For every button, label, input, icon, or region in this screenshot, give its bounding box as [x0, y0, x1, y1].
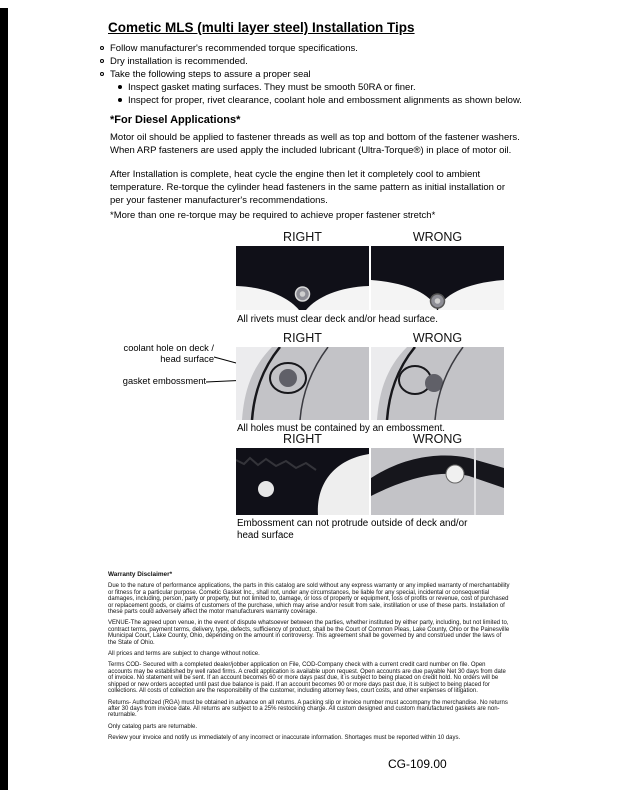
disclaimer-paragraph: Returns- Authorized (RGA) must be obtained in advance on all returns. A packing slip or invoice number must accompany the merchandise. No returns after 30 days from invoice date. All returns are subject to a 25% restocking charge. All custom designed and custom manufactured gaskets are non-returnable.	[108, 699, 508, 719]
disclaimer-paragraph: Review your invoice and notify us immediately of any incorrect or inaccurate information. Shortages must be reported within 10 days.	[108, 735, 461, 742]
tip-sub-item	[118, 94, 522, 107]
page-title: Cometic MLS (multi layer steel) Installation Tips	[108, 20, 415, 35]
tip-sub-item-text: Inspect gasket mating surfaces. They must be smooth 50RA or finer.	[128, 82, 416, 93]
bullet-marker-icon	[100, 59, 104, 63]
tip-sub-item	[118, 81, 522, 94]
rivet-caption: All rivets must clear deck and/or head surface.	[237, 314, 438, 325]
wrong-label-row1: WRONG	[412, 230, 463, 244]
warranty-disclaimer-heading: Warranty Disclaimer*	[108, 571, 173, 578]
warranty-disclaimer	[108, 572, 510, 747]
diesel-paragraph-1: Motor oil should be applied to fastener threads as well as top and bottom of the fastener washers. When ARP fasteners are used apply the included lubricant (Ultra-Torque®) in place of motor oil.	[110, 132, 520, 156]
sub-bullet-marker-icon	[118, 85, 122, 89]
disclaimer-paragraph: Terms COD- Secured with a completed dealer/jobber application on File, COD-Company check with a current credit card number on file. Open accounts may be established by well rated firms. A credit application is available upon request. Open accounts are due payable Net 30 days from date of invoice. No statement will be sent. If an account becomes 60 or more days past due, it is subject to being placed on credit hold. No orders will be shipped or new orders accepted until past due balance is paid. If an account becomes 90 or more days past due, it is subject to being placed for collections. All costs of collection are the responsibility of the customer, including attorney fees, court costs, and other expenses of litigation.	[108, 662, 506, 695]
right-label-row3: RIGHT	[283, 432, 322, 446]
disclaimer-paragraph: VENUE-The agreed upon venue, in the event of dispute whatsoever between the parties, whether instituted by either party, including, but not limited to, contract terms, payment terms, delivery, type, defects, sufficiency of product, shall be the Court of Common Pleas, Lake County, Ohio or the Painesville Municipal Court, Lake County, Ohio, depending on the amount in controversy. This agreement shall be governed by and construed under the laws of the State of Ohio.	[108, 620, 510, 646]
tips-list	[100, 42, 522, 107]
bullet-marker-icon	[100, 72, 104, 76]
rivet-right-diagram	[236, 246, 369, 310]
tip-sub-item-text: Inspect for proper, rivet clearance, coolant hole and embossment alignments as shown below.	[128, 95, 522, 106]
bullet-marker-icon	[100, 46, 104, 50]
embossment-right-diagram	[236, 347, 369, 420]
tip-item-text: Take the following steps to assure a proper seal	[110, 69, 311, 80]
diesel-paragraph-2: After Installation is complete, heat cycle the engine then let it completely cool to ambient temperature. Re-torque the cylinder head fasteners in the same pattern as initial installation or per your fastener manufacturer's recommendations.	[110, 169, 505, 206]
disclaimer-paragraph: All prices and terms are subject to change without notice.	[108, 651, 260, 658]
page-code: CG-109.00	[388, 757, 447, 771]
rivet-wrong-diagram	[371, 246, 504, 310]
tip-item-text: Dry installation is recommended.	[110, 56, 248, 67]
wrong-label-row2: WRONG	[412, 331, 463, 345]
disclaimer-paragraph: Due to the nature of performance applications, the parts in this catalog are sold without any express warranty or any implied warranty of merchantability or fitness for a particular purpose. Cometic Gasket Inc., shall not, under any circumstances, be liable for any special, incidental or consequential damages, including, person, party or property, but not limited to, damage, or loss of property or equipment, loss of profits or revenue, cost of purchased or replacement goods, or claims of customers of the purchase, which may arise and/or result from sale, instillation or use of these parts. Installation of these parts could adversely affect the motor manufacturers warranty coverage.	[108, 583, 510, 616]
retorque-note: *More than one re-torque may be required to achieve proper fastener stretch*	[110, 210, 436, 221]
tip-item	[100, 42, 522, 55]
coolant-hole-callout: coolant hole on deck / head surface	[123, 343, 214, 364]
holes-caption: All holes must be contained by an embossment.	[237, 423, 446, 434]
sub-bullet-marker-icon	[118, 98, 122, 102]
wrong-label-row3: WRONG	[412, 432, 463, 446]
tip-item-text: Follow manufacturer's recommended torque specifications.	[110, 43, 358, 54]
tip-item	[100, 68, 522, 81]
tip-item	[100, 55, 522, 68]
protrusion-wrong-diagram	[371, 448, 504, 515]
embossment-wrong-diagram	[371, 347, 504, 420]
right-label-row1: RIGHT	[283, 230, 322, 244]
diesel-applications-heading: *For Diesel Applications*	[110, 114, 241, 126]
left-border-bar	[0, 8, 8, 790]
right-label-row2: RIGHT	[283, 331, 322, 345]
protrusion-caption: Embossment can not protrude outside of deck and/or head surface	[237, 518, 468, 541]
protrusion-right-diagram	[236, 448, 369, 515]
gasket-embossment-callout: gasket embossment	[122, 376, 206, 386]
disclaimer-paragraph: Only catalog parts are returnable.	[108, 723, 198, 730]
